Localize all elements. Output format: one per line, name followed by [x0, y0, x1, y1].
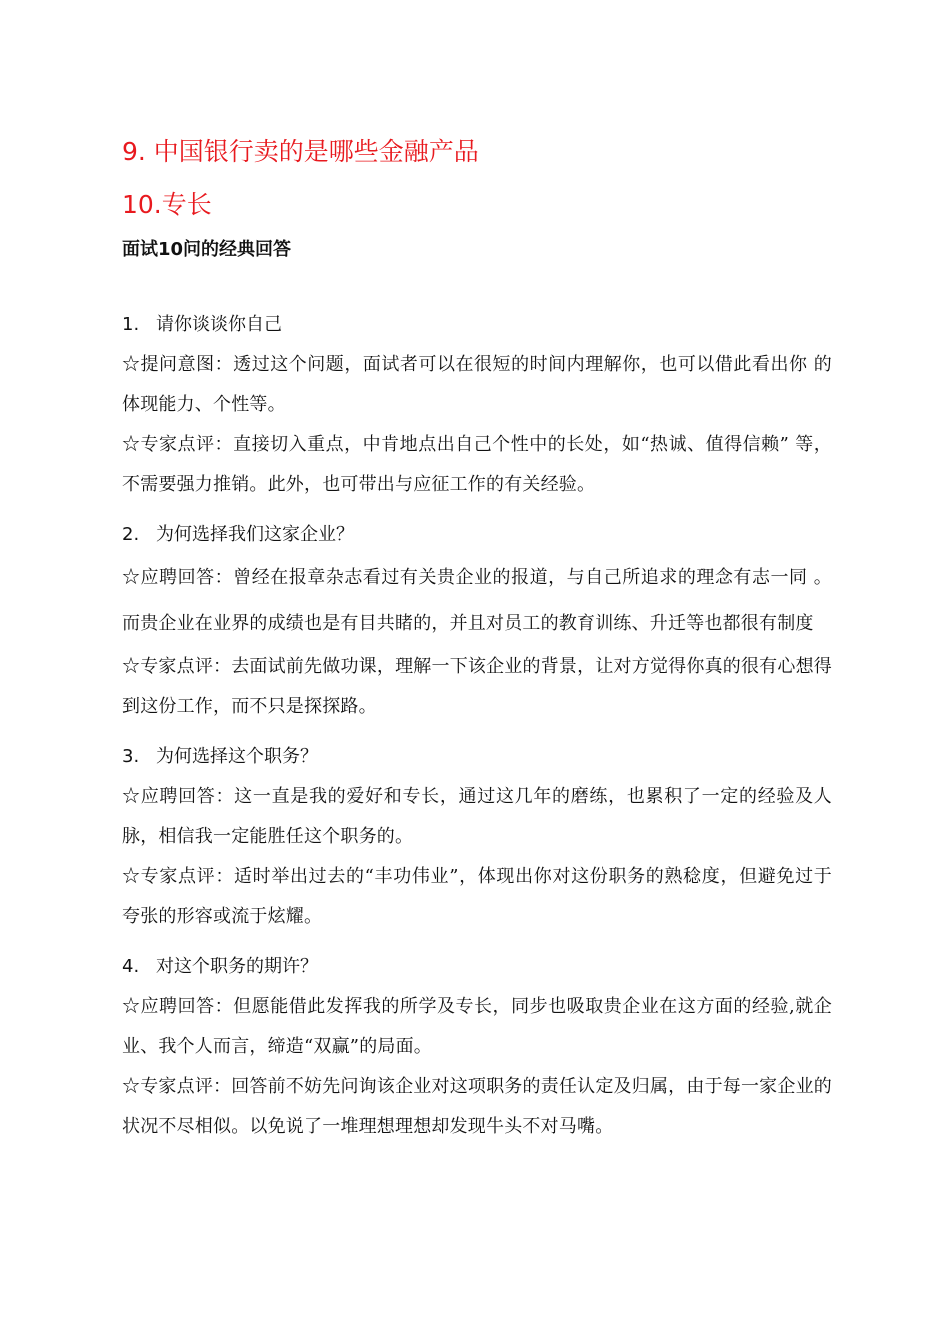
- expert-comment-paragraph: ☆专家点评：适时举出过去的“丰功伟业”，体现出你对这份职务的熟稔度，但避免过于夸张的形容或流于炫耀。: [122, 866, 832, 927]
- qa-item-3: [122, 737, 832, 937]
- question-3: [122, 737, 832, 777]
- qa-item-4: [122, 947, 832, 1147]
- question-number: 4.: [122, 956, 140, 977]
- expert-comment-paragraph: ☆专家点评：直接切入重点，中肯地点出自己个性中的长处，如“热诚、值得信赖” 等，不需要强力推销。此外，也可带出与应征工作的有关经验。: [122, 434, 832, 495]
- question-number: 1.: [122, 314, 140, 335]
- qa-list: [122, 305, 832, 1147]
- question-number: 3.: [122, 746, 140, 767]
- question-text: 为何选择这个职务？: [156, 746, 318, 767]
- question-text: 对这个职务的期许？: [156, 956, 318, 977]
- question-number: 2.: [122, 524, 140, 545]
- question-2: [122, 515, 832, 555]
- expert-comment-paragraph: ☆专家点评：去面试前先做功课，理解一下该企业的背景，让对方觉得你真的很有心想得到这份工作，而不只是探探路。: [122, 656, 832, 717]
- intent-paragraph: ☆提问意图：透过这个问题，面试者可以在很短的时间内理解你，也可以借此看出你 的体现能力、个性等。: [122, 354, 832, 415]
- section-title: 面试10问的经典回答: [122, 239, 292, 260]
- qa-item-1: [122, 305, 832, 505]
- question-4: [122, 947, 832, 987]
- answer-paragraph: ☆应聘回答：但愿能借此发挥我的所学及专长，同步也吸取贵企业在这方面的经验,就企业、我个人而言，缔造“双赢”的局面。: [122, 996, 832, 1057]
- answer-paragraph: ☆应聘回答：曾经在报章杂志看过有关贵企业的报道，与自己所追求的理念有志一同 。而贵企业在业界的成绩也是有目共睹的，并且对员工的教育训练、升迁等也都很有制度: [122, 567, 832, 634]
- qa-item-2: [122, 515, 832, 727]
- question-text: 请你谈谈你自己: [156, 314, 282, 335]
- document-content: [122, 132, 832, 1157]
- answer-paragraph: ☆应聘回答：这一直是我的爱好和专长，通过这几年的磨练，也累积了一定的经验及人脉，相信我一定能胜任这个职务的。: [122, 786, 832, 847]
- expert-comment-paragraph: ☆专家点评：回答前不妨先问询该企业对这项职务的责任认定及归属，由于每一家企业的状况不尽相似。以免说了一堆理想理想却发现牛头不对马嘴。: [122, 1076, 832, 1137]
- heading-bank-products: 9. 中国银行卖的是哪些金融产品: [122, 137, 479, 166]
- question-text: 为何选择我们这家企业？: [156, 524, 354, 545]
- heading-specialty: 10.专长: [122, 190, 212, 219]
- question-1: [122, 305, 832, 345]
